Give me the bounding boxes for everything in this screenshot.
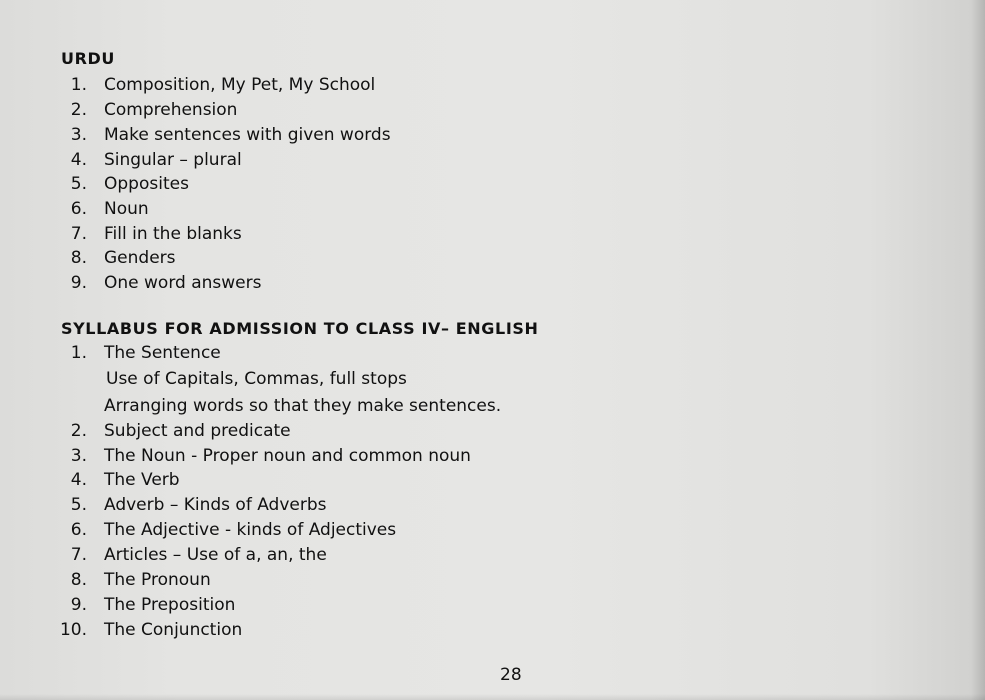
- list-item-number: 4.: [70, 470, 87, 490]
- list-item-number: 2.: [70, 421, 87, 441]
- list-item-number: 9.: [70, 595, 87, 615]
- list-item-number: 6.: [70, 199, 87, 219]
- list-item: The Noun - Proper noun and common noun: [104, 446, 471, 466]
- list-item-number: 5.: [70, 495, 87, 515]
- list-item: The Sentence: [104, 343, 221, 363]
- page-bottom-shadow: [0, 694, 985, 700]
- list-item: The Adjective - kinds of Adjectives: [104, 520, 397, 540]
- list-item-number: 1.: [70, 75, 87, 95]
- list-item: Subject and predicate: [104, 421, 291, 441]
- list-item-subline: Use of Capitals, Commas, full stops: [106, 369, 407, 389]
- list-item: Singular – plural: [104, 150, 242, 170]
- list-item-number: 9.: [70, 273, 87, 293]
- list-item: Articles – Use of a, an, the: [104, 545, 327, 565]
- list-item: Composition, My Pet, My School: [104, 75, 376, 95]
- list-item: The Pronoun: [104, 570, 211, 590]
- list-item-number: 3.: [70, 446, 87, 466]
- list-item-number: 4.: [70, 150, 87, 170]
- list-item: One word answers: [104, 273, 262, 293]
- list-item: The Preposition: [104, 595, 236, 615]
- list-item-number: 10.: [59, 620, 87, 640]
- list-item-number: 1.: [70, 343, 87, 363]
- list-item: Genders: [104, 248, 176, 268]
- urdu-heading: URDU: [61, 49, 115, 68]
- list-item-number: 5.: [70, 174, 87, 194]
- page-number: 28: [500, 665, 522, 685]
- list-item: Comprehension: [104, 100, 238, 120]
- list-item: The Verb: [104, 470, 180, 490]
- list-item: Noun: [104, 199, 149, 219]
- english-syllabus-heading: SYLLABUS FOR ADMISSION TO CLASS IV– ENGLISH: [61, 319, 539, 338]
- list-item-number: 7.: [70, 545, 87, 565]
- list-item-number: 8.: [70, 248, 87, 268]
- list-item: Opposites: [104, 174, 189, 194]
- list-item: Fill in the blanks: [104, 224, 242, 244]
- list-item: Adverb – Kinds of Adverbs: [104, 495, 327, 515]
- list-item: Make sentences with given words: [104, 125, 391, 145]
- list-item-number: 2.: [70, 100, 87, 120]
- page-edge-shadow: [971, 0, 985, 700]
- list-item-number: 6.: [70, 520, 87, 540]
- list-item-number: 7.: [70, 224, 87, 244]
- list-item: The Conjunction: [104, 620, 243, 640]
- list-item-number: 3.: [70, 125, 87, 145]
- list-item-subline: Arranging words so that they make sentences.: [104, 396, 502, 416]
- list-item-number: 8.: [70, 570, 87, 590]
